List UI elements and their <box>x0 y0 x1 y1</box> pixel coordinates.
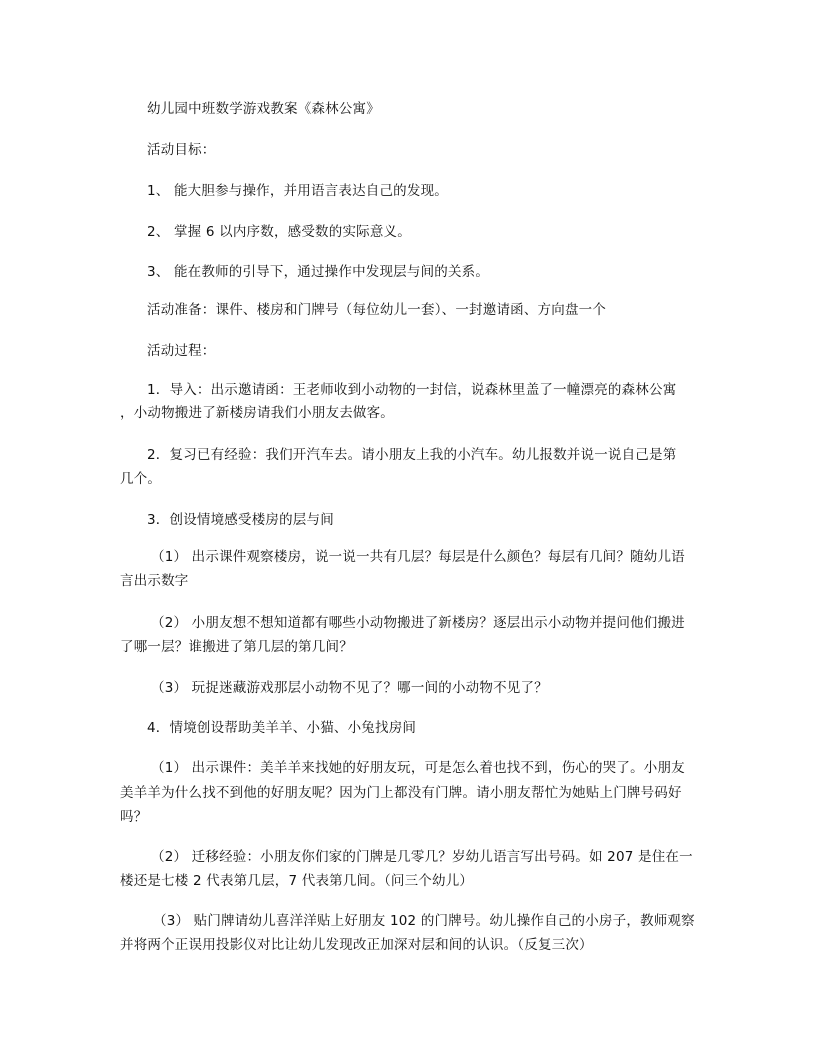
step4-sub1-line-1: （1） 出示课件：美羊羊来找她的好朋友玩，可是怎么着也找不到，伤心的哭了。小朋友 <box>151 760 685 776</box>
step3-sub1-line-2: 言出示数字 <box>120 573 189 589</box>
step3-sub2-line-2: 了哪一层？谁搬进了第几层的第几间？ <box>120 639 353 655</box>
goal-item-3: 3、 能在教师的引导下，通过操作中发现层与间的关系。 <box>147 264 490 280</box>
goal-item-2: 2、 掌握 6 以内序数，感受数的实际意义。 <box>147 224 411 240</box>
step4-sub1-line-2: 美羊羊为什么找不到他的好朋友呢？因为门上都没有门牌。请小朋友帮忙为她贴上门牌号码好 <box>120 785 682 801</box>
process-heading: 活动过程： <box>147 343 216 359</box>
step4-sub2-line-1: （2） 迁移经验：小朋友你们家的门牌是几零几？岁幼儿语言写出号码。如 207 是住在一 <box>151 849 693 865</box>
step4-heading: 4．情境创设帮助美羊羊、小猫、小兔找房间 <box>147 720 417 736</box>
step3-heading: 3．创设情境感受楼房的层与间 <box>147 512 334 528</box>
goal-item-1: 1、 能大胆参与操作，并用语言表达自己的发现。 <box>147 183 448 199</box>
document-title: 幼儿园中班数学游戏教案《森林公寓》 <box>147 101 380 117</box>
step3-sub3: （3） 玩捉迷藏游戏那层小动物不见了？哪一间的小动物不见了？ <box>151 680 548 696</box>
goals-heading: 活动目标： <box>147 142 216 158</box>
step4-sub2-line-2: 楼还是七楼 2 代表第几层，7 代表第几间。（问三个幼儿） <box>120 873 474 889</box>
step2-line-1: 2．复习已有经验：我们开汽车去。请小朋友上我的小汽车。幼儿报数并说一说自己是第 <box>147 447 677 463</box>
preparation-paragraph: 活动准备：课件、楼房和门牌号（每位幼儿一套）、一封邀请函、方向盘一个 <box>147 302 607 318</box>
step2-line-2: 几个。 <box>120 471 162 487</box>
step3-sub1-line-1: （1） 出示课件观察楼房，说一说一共有几层？每层是什么颜色？每层有几间？随幼儿语 <box>151 549 685 565</box>
step4-sub1-line-3: 吗？ <box>120 809 148 825</box>
step4-sub3-line-1: （3） 贴门牌请幼儿喜洋洋贴上好朋友 102 的门牌号。幼儿操作自己的小房子，教师观察 <box>153 913 695 929</box>
step4-sub3-line-2: 并将两个正误用投影仪对比让幼儿发现改正加深对层和间的认识。（反复三次） <box>120 937 593 953</box>
step1-line-1: 1．导入：出示邀请函：王老师收到小动物的一封信，说森林里盖了一幢漂亮的森林公寓 <box>147 382 677 398</box>
step3-sub2-line-1: （2） 小朋友想不想知道都有哪些小动物搬进了新楼房？逐层出示小动物并提问他们搬进 <box>151 615 685 631</box>
step1-line-2: ，小动物搬进了新楼房请我们小朋友去做客。 <box>120 405 394 421</box>
